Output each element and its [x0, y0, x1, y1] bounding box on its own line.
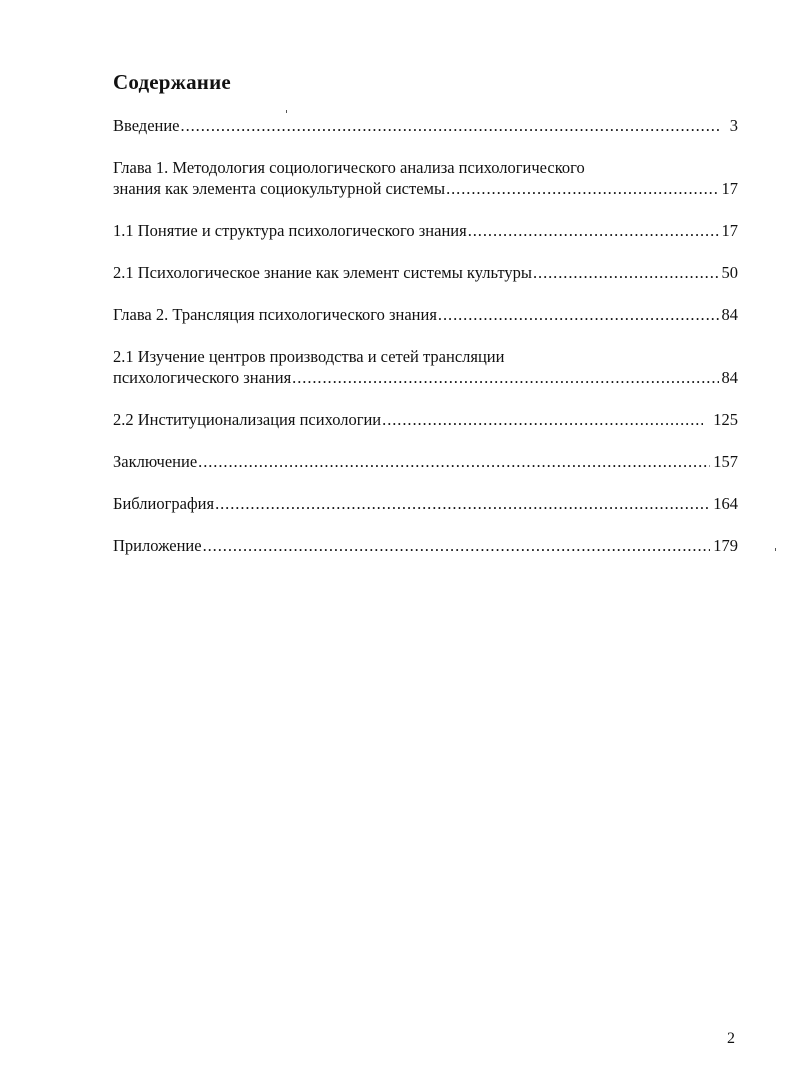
- toc-entry-page: 17: [721, 221, 738, 240]
- page-title: Содержание: [113, 70, 231, 94]
- toc-entry-chapter-2: [113, 304, 738, 325]
- toc-entry-chapter-1: [113, 157, 738, 199]
- toc-entry-page: 84: [721, 305, 738, 324]
- toc-dot-leader: [181, 115, 721, 136]
- toc-entry-section-2-2: [113, 409, 738, 430]
- toc-dot-leader: [203, 535, 711, 556]
- toc-entry-introduction: [113, 115, 738, 136]
- table-of-contents: [113, 115, 738, 577]
- toc-entry-appendix: [113, 535, 738, 556]
- toc-entry-section-2-1-centers: [113, 346, 738, 388]
- toc-entry-text-line-1: Глава 1. Методология социологического анализа психологического: [113, 158, 585, 177]
- toc-entry-text: 2.1 Психологическое знание как элемент системы культуры: [113, 263, 532, 282]
- toc-dot-leader: [382, 409, 703, 430]
- toc-entry-conclusion: [113, 451, 738, 472]
- toc-entry-text: Введение: [113, 116, 180, 135]
- toc-entry-page: 157: [713, 452, 738, 471]
- toc-entry-text-line-1: 2.1 Изучение центров производства и сетей трансляции: [113, 347, 505, 366]
- toc-dot-leader: [215, 493, 710, 514]
- toc-dot-leader: [468, 220, 719, 241]
- toc-entry-page: 3: [729, 116, 738, 135]
- toc-entry-text: 2.2 Институционализация психологии: [113, 410, 382, 429]
- toc-entry-page: 50: [721, 263, 738, 282]
- toc-entry-bibliography: [113, 493, 738, 514]
- page-number: 2: [727, 1030, 735, 1047]
- scan-speck: [286, 110, 287, 113]
- toc-dot-leader: [446, 178, 718, 199]
- toc-entry-text: 1.1 Понятие и структура психологического знания: [113, 221, 467, 240]
- scan-speck: [775, 548, 776, 551]
- toc-dot-leader: [533, 262, 719, 283]
- toc-dot-leader: [438, 304, 719, 325]
- toc-entry-page: 84: [721, 368, 738, 387]
- toc-dot-leader: [292, 367, 718, 388]
- toc-entry-page: 164: [713, 494, 738, 513]
- toc-entry-text: Приложение: [113, 536, 202, 555]
- toc-entry-page: 179: [713, 536, 738, 555]
- toc-dot-leader: [198, 451, 710, 472]
- toc-entry-section-1-1: [113, 220, 738, 241]
- toc-entry-text: психологического знания: [113, 368, 292, 387]
- toc-entry-section-2-1-culture: [113, 262, 738, 283]
- toc-entry-page: 17: [721, 179, 738, 198]
- toc-entry-text: Библиография: [113, 494, 215, 513]
- toc-entry-text: Заключение: [113, 452, 198, 471]
- toc-entry-page: 125: [713, 410, 738, 429]
- toc-entry-text: знания как элемента социокультурной системы: [113, 179, 446, 198]
- toc-entry-text: Глава 2. Трансляция психологического знания: [113, 305, 437, 324]
